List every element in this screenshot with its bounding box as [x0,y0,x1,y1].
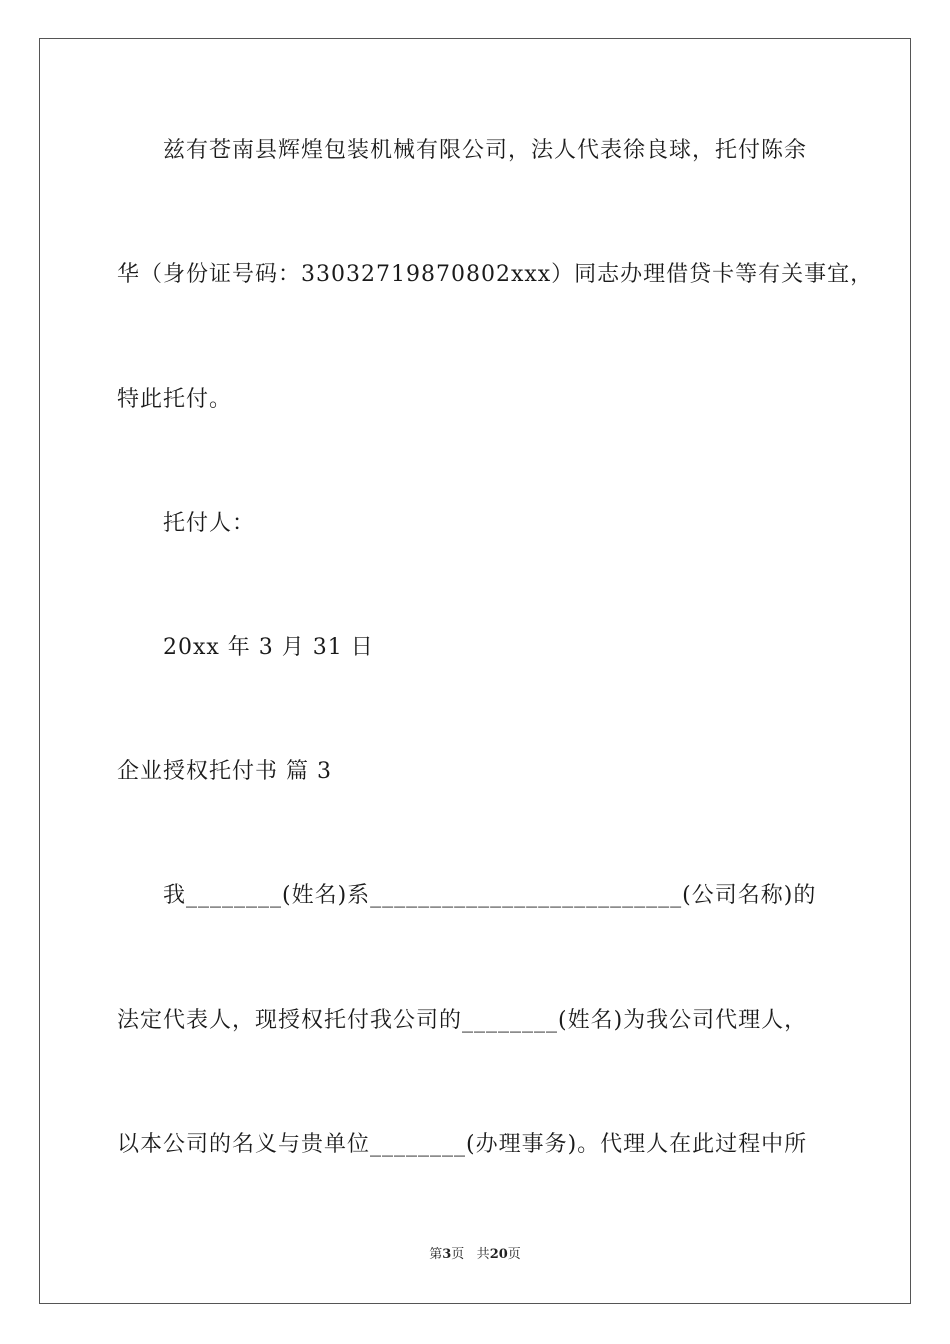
section-heading: 企业授权托付书 篇 3 [117,759,332,784]
footer-page-prefix: 第 [429,1247,443,1262]
paragraph-line-2: 华（身份证号码：33032719870802xxx）同志办理借贷卡等有关事宜， [117,262,874,287]
footer-page-suffix: 页 [451,1247,465,1262]
paragraph-line-4: 我________(姓名)系__________________________(公司名称)的 [163,883,817,908]
footer-total-prefix: 共 [476,1247,490,1262]
principal-label: 托付人： [163,511,256,536]
footer-total-pages: 20 [489,1247,508,1262]
page-frame [39,38,911,1304]
paragraph-line-3: 特此托付。 [117,387,233,412]
footer-current-page: 3 [442,1247,452,1262]
paragraph-line-6: 以本公司的名义与贵单位________(办理事务)。代理人在此过程中所 [117,1132,808,1157]
footer-total-suffix: 页 [507,1247,521,1262]
paragraph-line-1: 兹有苍南县辉煌包装机械有限公司，法人代表徐良球，托付陈余 [163,138,808,163]
page-footer [0,1246,950,1264]
date-line: 20xx 年 3 月 31 日 [163,635,374,660]
paragraph-line-5: 法定代表人，现授权托付我公司的________(姓名)为我公司代理人， [117,1008,808,1033]
